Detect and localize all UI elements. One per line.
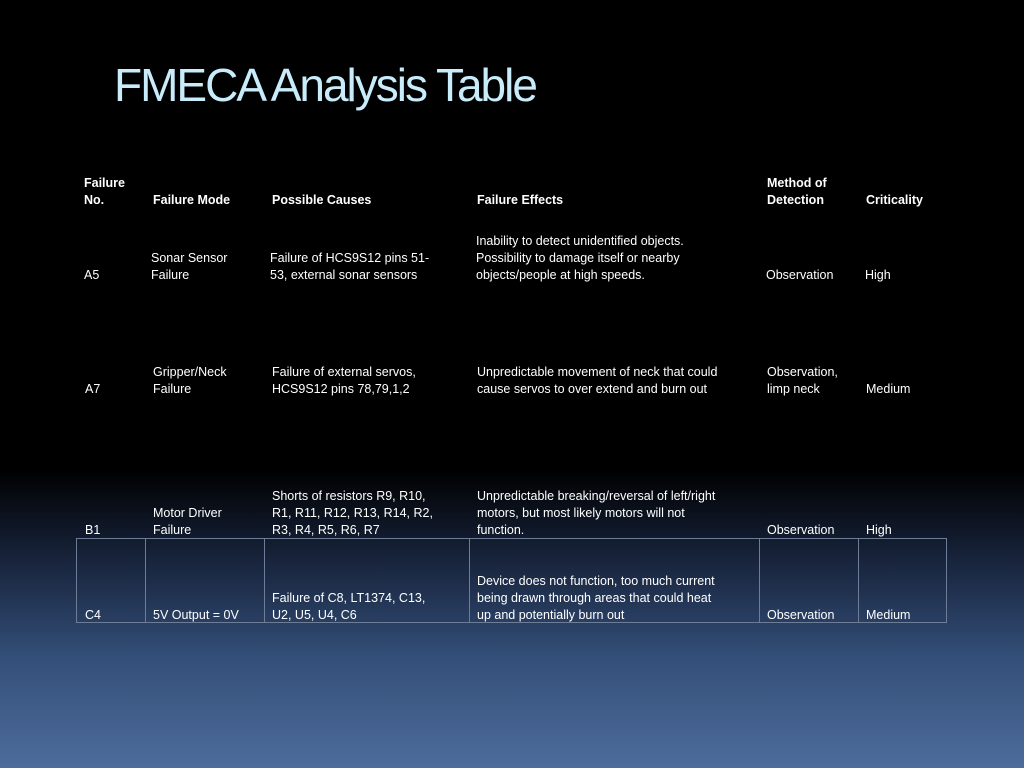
failure-no-cell: A7	[85, 382, 101, 396]
header-method-of-detection: Method of Detection	[767, 176, 827, 207]
slide-title: FMECA Analysis Table	[114, 59, 536, 111]
possible-causes-cell: Shorts of resistors R9, R10, R1, R11, R12, R13, R14, R2, R3, R4, R5, R6, R7	[272, 489, 433, 537]
header-failure-no: Failure No.	[84, 176, 125, 207]
table-column-rule	[145, 538, 146, 623]
criticality-cell: High	[865, 268, 891, 282]
table-column-rule	[759, 538, 760, 623]
criticality-cell: Medium	[866, 382, 911, 396]
method-of-detection-cell: Observation, limp neck	[767, 365, 838, 396]
table-column-rule	[469, 538, 470, 623]
failure-mode-cell: 5V Output = 0V	[153, 608, 239, 622]
table-column-rule	[858, 538, 859, 623]
header-possible-causes: Possible Causes	[272, 193, 372, 207]
failure-mode-cell: Gripper/Neck Failure	[153, 365, 227, 396]
possible-causes-cell: Failure of external servos, HCS9S12 pins 78,79,1,2	[272, 365, 416, 396]
failure-mode-cell: Sonar Sensor Failure	[151, 251, 228, 282]
failure-no-cell: A5	[84, 268, 100, 282]
method-of-detection-cell: Observation	[767, 608, 835, 622]
header-criticality: Criticality	[866, 193, 923, 207]
failure-effects-cell: Inability to detect unidentified objects. Possibility to damage itself or nearby objects/people at high speeds.	[476, 234, 684, 282]
table-column-rule	[264, 538, 265, 623]
failure-effects-cell: Device does not function, too much current being drawn through areas that could heat up and potentially burn out	[477, 574, 715, 622]
method-of-detection-cell: Observation	[766, 268, 834, 282]
criticality-cell: High	[866, 523, 892, 537]
failure-mode-cell: Motor Driver Failure	[153, 506, 222, 537]
failure-no-cell: C4	[85, 608, 101, 622]
table-rule-c4-bottom	[76, 622, 947, 623]
failure-effects-cell: Unpredictable movement of neck that could cause servos to over extend and burn out	[477, 365, 718, 396]
failure-effects-cell: Unpredictable breaking/reversal of left/right motors, but most likely motors will not function.	[477, 489, 716, 537]
table-rule-b1-bottom	[76, 538, 947, 539]
criticality-cell: Medium	[866, 608, 911, 622]
header-failure-effects: Failure Effects	[477, 193, 564, 207]
failure-no-cell: B1	[85, 523, 101, 537]
method-of-detection-cell: Observation	[767, 523, 835, 537]
table-column-rule	[946, 538, 947, 623]
header-failure-mode: Failure Mode	[153, 193, 231, 207]
table-column-rule	[76, 538, 77, 623]
possible-causes-cell: Failure of C8, LT1374, C13, U2, U5, U4, C6	[272, 591, 426, 622]
possible-causes-cell: Failure of HCS9S12 pins 51- 53, external sonar sensors	[270, 251, 430, 282]
